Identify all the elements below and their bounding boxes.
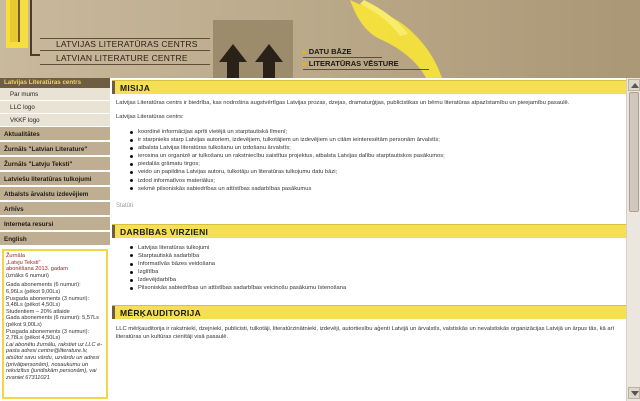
list-item: Izglītība xyxy=(130,268,626,276)
subscription-line: Pusgada abonements (3 numuri): 3,48Ls (pēkot 4,50Ls) xyxy=(6,295,90,309)
heading-marker xyxy=(112,225,115,238)
section-heading-misija xyxy=(112,80,626,94)
logo-rule-bottom xyxy=(40,64,210,65)
section-heading-darbibas xyxy=(112,224,626,238)
merkauditorija-text: LLC mērķauditorija ir rakstnieki, dzejnieki, publicisti, tulkotāji, literatūrzinātnieki, izdevēji, autortiesību aģenti Latvijā un ārvalstīs, valstiskās un nevalstiskās organizācijas Latvijā un ārpus tās, kā arī literatūras un kultūras cienītāji visā pasaulē. xyxy=(116,326,615,341)
darbibas-list xyxy=(112,244,626,293)
heading-marker xyxy=(112,81,115,94)
section-heading-merkauditorija xyxy=(112,305,626,319)
nav-label: DATU BĀZE xyxy=(308,47,352,56)
misija-list xyxy=(112,128,626,193)
statuti-link[interactable]: Statūti xyxy=(116,202,134,209)
logo-yellow-stripe xyxy=(10,0,20,42)
site-header xyxy=(0,0,640,78)
sidebar-item-english[interactable]: English xyxy=(0,232,110,247)
subscription-title-2[interactable]: „Latvju Teksti" xyxy=(6,259,41,266)
subscription-line: Gada abonements (6 numuri): xyxy=(6,282,81,289)
logo-title-lv[interactable]: LATVIJAS LITERATŪRAS CENTRS xyxy=(56,39,198,49)
sidebar-item-latvju-teksti[interactable]: Žurnāls "Latvju Teksti" xyxy=(0,157,110,172)
logo-outline xyxy=(30,0,40,56)
list-item: ir starpnieks starp Latvijas autoriem, izdevējiem, tulkotājiem un izdevējiem un citām ieinteresētām personām ārvalstīs; xyxy=(130,136,626,144)
section-title: DARBĪBAS VIRZIENI xyxy=(120,226,209,237)
subscription-title-3: abonēšana 2013. gadam xyxy=(6,266,68,273)
list-item: Pilsoniskās sabiedrības un attīstības sadarbības veicinošu pasākumu īstenošana xyxy=(130,284,626,292)
logo-title-en[interactable]: LATVIAN LITERATURE CENTRE xyxy=(56,53,188,63)
misija-intro: Latvijas Literatūras centrs ir biedrība, kas nodrošina augstvērtīgas Latvijas prozas, dzejas, dramaturģijas, publicistikas un bērnu literatūras atpazīstamību un pieejamību pasaulē. xyxy=(116,100,570,106)
up-arrows-icon xyxy=(213,40,293,78)
subscription-box xyxy=(2,249,108,399)
section-title: MĒRĶAUDITORIJA xyxy=(120,308,202,319)
main-content xyxy=(110,78,626,401)
chevron-up-icon xyxy=(631,83,639,88)
subscription-line: 6,96Ls (pēkot 9,00Ls) xyxy=(6,288,61,295)
list-item: Starptautiskā sadarbība xyxy=(130,252,626,260)
nav-rule xyxy=(303,69,429,70)
subscription-title-1: Žurnāla xyxy=(6,253,25,259)
nav-label: LITERATŪRAS VĒSTURE xyxy=(308,59,399,68)
sidebar-item-interneta-resursi[interactable]: Interneta resursi xyxy=(0,217,110,232)
sidebar-item-latvian-literature[interactable]: Žurnāls "Latvian Literature" xyxy=(0,142,110,157)
list-item: piedalās grāmatu tirgos; xyxy=(130,160,626,168)
list-item: izdod informatīvos materiālus; xyxy=(130,177,626,185)
logo-rule-middle xyxy=(40,50,210,51)
subscription-title-4: (iznāks 6 numuri) xyxy=(6,272,49,279)
list-item: koordinē informācijas aprīti vietējā un starptautiskā līmenī; xyxy=(130,128,626,136)
scroll-down-button[interactable] xyxy=(628,387,640,399)
nav-rule xyxy=(303,57,382,58)
llc-logo-mark[interactable] xyxy=(0,0,52,78)
list-item: Latvijas literatūras tulkojumi xyxy=(130,244,626,252)
nav-datu-baze[interactable] xyxy=(303,47,352,56)
sidebar-heading[interactable]: Latvijas Literatūras centrs xyxy=(0,78,110,88)
sidebar-item-atbalsts[interactable]: Atbalsts ārvalstu izdevējiem xyxy=(0,187,110,202)
section-title: MISIJA xyxy=(120,83,151,93)
sidebar xyxy=(0,78,110,401)
subscription-line: Pusgada abonements (3 numuri): 2,78Ls (pēkot 4,50Ls) xyxy=(6,328,90,342)
chevron-down-icon xyxy=(631,391,639,396)
list-item: Informatīvās bāzes veidošana xyxy=(130,260,626,268)
sidebar-subitem-vkkf-logo[interactable]: VKKF logo xyxy=(0,114,110,127)
list-item: sekmē pilsoniskās sabiedrības un attīstības sadarbības pasākumus xyxy=(130,185,626,193)
list-item: ierosina un organizē ar tulkošanu un rakstniecību saistītus projektus, atbalsta Latvijas dalību starptautiskos pasākumos; xyxy=(130,152,626,160)
subscription-note: Lai abonētu žurnālu, rakstiet uz LLC e-pasta adresi centre@literature.lv, atsūtot savu vārdu, uzvārdu un adresi (privātpersonām), nosaukumu un rekvizītus (juridiskām personām), vai zvaniet 67311021 xyxy=(6,341,103,381)
list-item: Izdevējdarbība xyxy=(130,276,626,284)
subscription-line: Studentiem – 20% atlaide xyxy=(6,308,70,315)
nav-bullet-icon: ▸ xyxy=(303,59,307,68)
vertical-scrollbar[interactable] xyxy=(626,78,640,401)
sidebar-subitem-par-mums[interactable]: Par mums xyxy=(0,88,110,101)
scroll-up-button[interactable] xyxy=(628,79,640,91)
list-item: veido un papildina Latvijas autoru, tulkotāju un literatūras tulkojumu datu bāzi; xyxy=(130,168,626,176)
heading-marker xyxy=(112,306,115,319)
sidebar-item-tulkojumi[interactable]: Latviešu literatūras tulkojumi xyxy=(0,172,110,187)
sidebar-item-arhivs[interactable]: Arhīvs xyxy=(0,202,110,217)
scroll-thumb[interactable] xyxy=(629,92,639,212)
list-item: atbalsta Latvijas literatūras tulkošanu un izdošanu ārvalstīs; xyxy=(130,144,626,152)
sidebar-subitem-llc-logo[interactable]: LLC logo xyxy=(0,101,110,114)
misija-lead: Latvijas Literatūras centrs: xyxy=(116,114,184,120)
sidebar-item-aktualitates[interactable]: Aktualitātes xyxy=(0,127,110,142)
nav-bullet-icon: ▸ xyxy=(303,47,307,56)
subscription-line: Gada abonements (6 numuri): 5,57Ls (pēkot 9,00Ls) xyxy=(6,315,99,328)
nav-literaturas-vesture[interactable] xyxy=(303,59,399,68)
